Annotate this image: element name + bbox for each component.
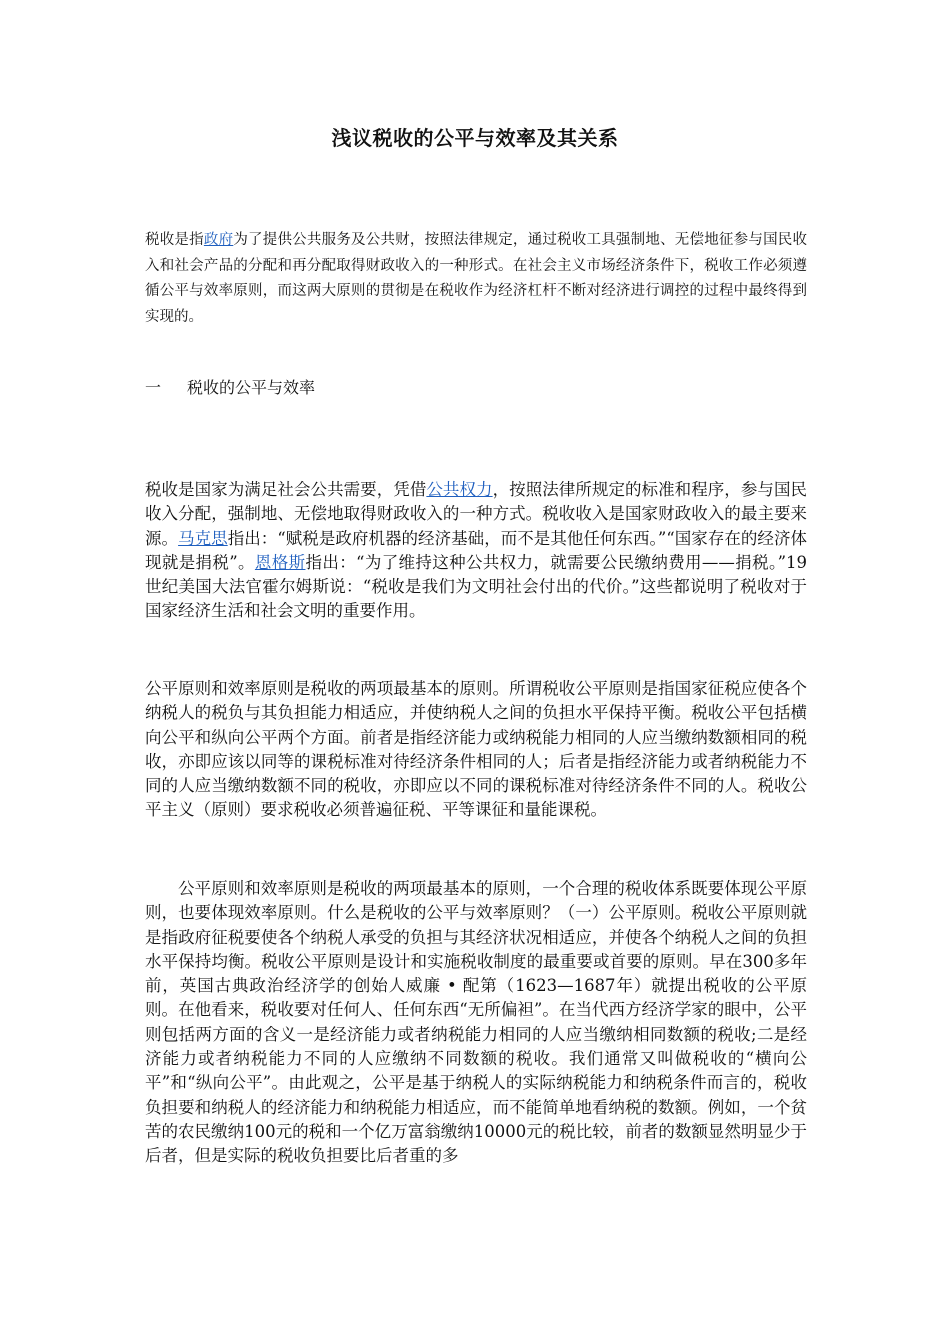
intro-paragraph xyxy=(145,228,807,330)
body-paragraph-3: 公平原则和效率原则是税收的两项最基本的原则，一个合理的税收体系既要体现公平原则，也要体现效率原则。什么是税收的公平与效率原则？（一）公平原则。税收公平原则就是指政府征税要使各个纳税人承受的负担与其经济状况相适应，并使各个纳税人之间的负担水平保持均衡。税收公平原则是设计和实施税收制度的最重要或首要的原则。早在300多年前，英国古典政治经济学的创始人威廉 • 配第（1623—1687年）就提出税收的公平原则。在他看来，税收要对任何人、任何东西“无所偏袒”。在当代西方经济学家的眼中，公平则包括两方面的含义一是经济能力或者纳税能力相同的人应当缴纳相同数额的税收;二是经济能力或者纳税能力不同的人应缴纳不同数额的税收。我们通常又叫做税收的“横向公平”和“纵向公平”。由此观之，公平是基于纳税人的实际纳税能力和纳税条件而言的，税收负担要和纳税人的经济能力和纳税能力相适应，而不能简单地看纳税的数额。例如，一个贫苦的农民缴纳100元的税和一个亿万富翁缴纳10000元的税比较，前者的数额显然明显少于后者，但是实际的税收负担要比后者重的多 xyxy=(145,879,807,1166)
intro-text-before-link: 税收是指 xyxy=(145,232,204,248)
link-marx[interactable]: 马克思 xyxy=(178,528,228,548)
document-title: 浅议税收的公平与效率及其关系 xyxy=(331,126,619,150)
body-paragraph-1 xyxy=(145,478,807,624)
link-public-power[interactable]: 公共权力 xyxy=(426,480,493,499)
paragraph1-text-2: ，按照法律所规定的标准和程序，参与国民收入分配，强制地、无偿地取得财政收入的一种方式。税收收入是国家财政收入的最主要来源。 xyxy=(145,480,808,548)
section-heading xyxy=(145,376,315,400)
paragraph1-text-3: 指出：“赋税是政府机器的经济基础，而不是其他任何东西。”“国家存在的经济体现就是捐税”。 xyxy=(145,528,808,572)
paragraph1-text-1: 税收是国家为满足社会公共需要，凭借 xyxy=(145,480,427,499)
section-number: 一 xyxy=(145,378,162,397)
body-paragraph-2: 公平原则和效率原则是税收的两项最基本的原则。所谓税收公平原则是指国家征税应使各个纳税人的税负与其负担能力相适应，并使纳税人之间的负担水平保持平衡。税收公平包括横向公平和纵向公平两个方面。前者是指经济能力或纳税能力相同的人应当缴纳数额相同的税收，亦即应该以同等的课税标准对待经济条件相同的人；后者是指经济能力或者纳税能力不同的人应当缴纳数额不同的税收，亦即应以不同的课税标准对待经济条件不同的人。税收公平主义（原则）要求税收必须普遍征税、平等课征和量能课税。 xyxy=(145,679,807,820)
link-engels[interactable]: 恩格斯 xyxy=(254,552,306,572)
intro-text-after-link: 为了提供公共服务及公共财，按照法律规定，通过税收工具强制地、无偿地征参与国民收入和社会产品的分配和再分配取得财政收入的一种形式。在社会主义市场经济条件下，税收工作必须遵循公平与效率原则，而这两大原则的贯彻是在税收作为经济杠杆不断对经济进行调控的过程中最终得到实现的。 xyxy=(145,232,808,325)
link-government[interactable]: 政府 xyxy=(203,232,234,248)
paragraph1-text-4: 指出：“为了维持这种公共权力，就需要公民缴纳费用——捐税。”19 世纪美国大法官霍尔姆斯说：“税收是我们为文明社会付出的代价。”这些都说明了税收对于国家经济生活和社会文明的重要作用。 xyxy=(145,552,808,621)
section-heading-text: 税收的公平与效率 xyxy=(187,378,316,397)
